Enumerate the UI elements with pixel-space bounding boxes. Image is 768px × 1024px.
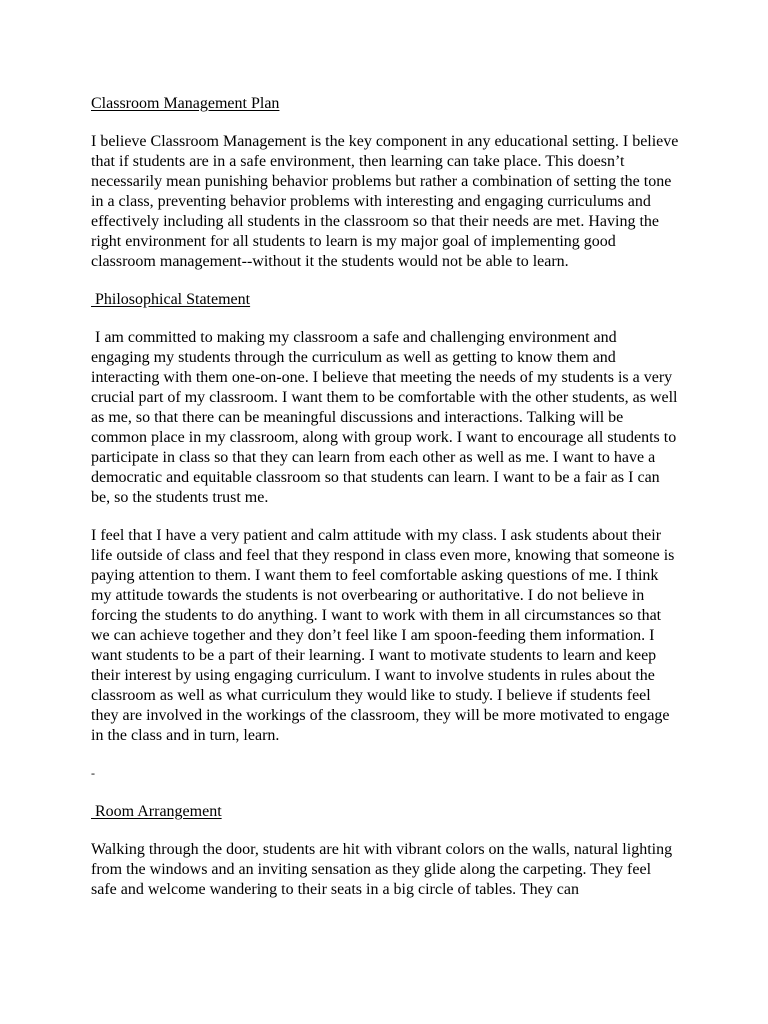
philosophy-heading-text: Philosophical Statement bbox=[91, 291, 251, 308]
spacer bbox=[91, 822, 679, 840]
separator-mark: - bbox=[91, 766, 95, 780]
spacer bbox=[91, 114, 679, 132]
room-paragraph-1: Walking through the door, students are hit with vibrant colors on the walls, natural lighting from the windows and an inviting sensation as they glide along the carpeting. They feel safe and welcome wandering to their seats in a big circle of tables. They can bbox=[91, 841, 677, 898]
philosophy-paragraph-2: I feel that I have a very patient and calm attitude with my class. I ask students about their life outside of class and feel that they respond in class even more, knowing that someone is paying attention to them. I want them to feel comfortable asking questions of me. I think my attitude towards the students is not overbearing or authoritative. I do not believe in forcing the students to do anything. I want to work with them in all circumstances so that we can achieve together and they don’t feel like I am spoon-feeding them information. I want students to be a part of their learning. I want to motivate students to learn and keep their interest by using engaging curriculum. I want to involve students in rules about the classroom as well as what curriculum they would like to study. I believe if students feel they are involved in the workings of the classroom, they will be more motivated to engage in the class and in turn, learn. bbox=[91, 527, 679, 744]
document-title-text: Classroom Management Plan bbox=[91, 95, 280, 112]
spacer bbox=[91, 783, 679, 802]
spacer bbox=[91, 746, 679, 763]
spacer bbox=[91, 508, 679, 526]
philosophy-heading bbox=[91, 290, 679, 310]
spacer bbox=[91, 272, 679, 290]
intro-paragraph: I believe Classroom Management is the key component in any educational setting. I believe that if students are in a safe environment, then learning can take place. This doesn’t necessarily mean punishing behavior problems but rather a combination of setting the tone in a class, preventing behavior problems with interesting and engaging curriculums and effectively including all students in the classroom so that their needs are met. Having the right environment for all students to learn is my major goal of implementing good classroom management--without it the students would not be able to learn. bbox=[91, 133, 683, 270]
separator-line bbox=[91, 763, 679, 783]
document-body bbox=[91, 94, 683, 900]
spacer bbox=[91, 310, 679, 328]
room-heading bbox=[91, 802, 679, 822]
room-heading-text: Room Arrangement bbox=[91, 803, 222, 820]
document-title bbox=[91, 94, 679, 114]
philosophy-paragraph-1: I am committed to making my classroom a safe and challenging environment and engaging my students through the curriculum as well as getting to know them and interacting with them one-on-one. I believe that meeting the needs of my students is a very crucial part of my classroom. I want them to be comfortable with the other students, as well as me, so that there can be meaningful discussions and interactions. Talking will be common place in my classroom, along with group work. I want to encourage all students to participate in class so that they can learn from each other as well as me. I want to have a democratic and equitable classroom so that students can learn. I want to be a fair as I can be, so the students trust me. bbox=[91, 329, 682, 506]
